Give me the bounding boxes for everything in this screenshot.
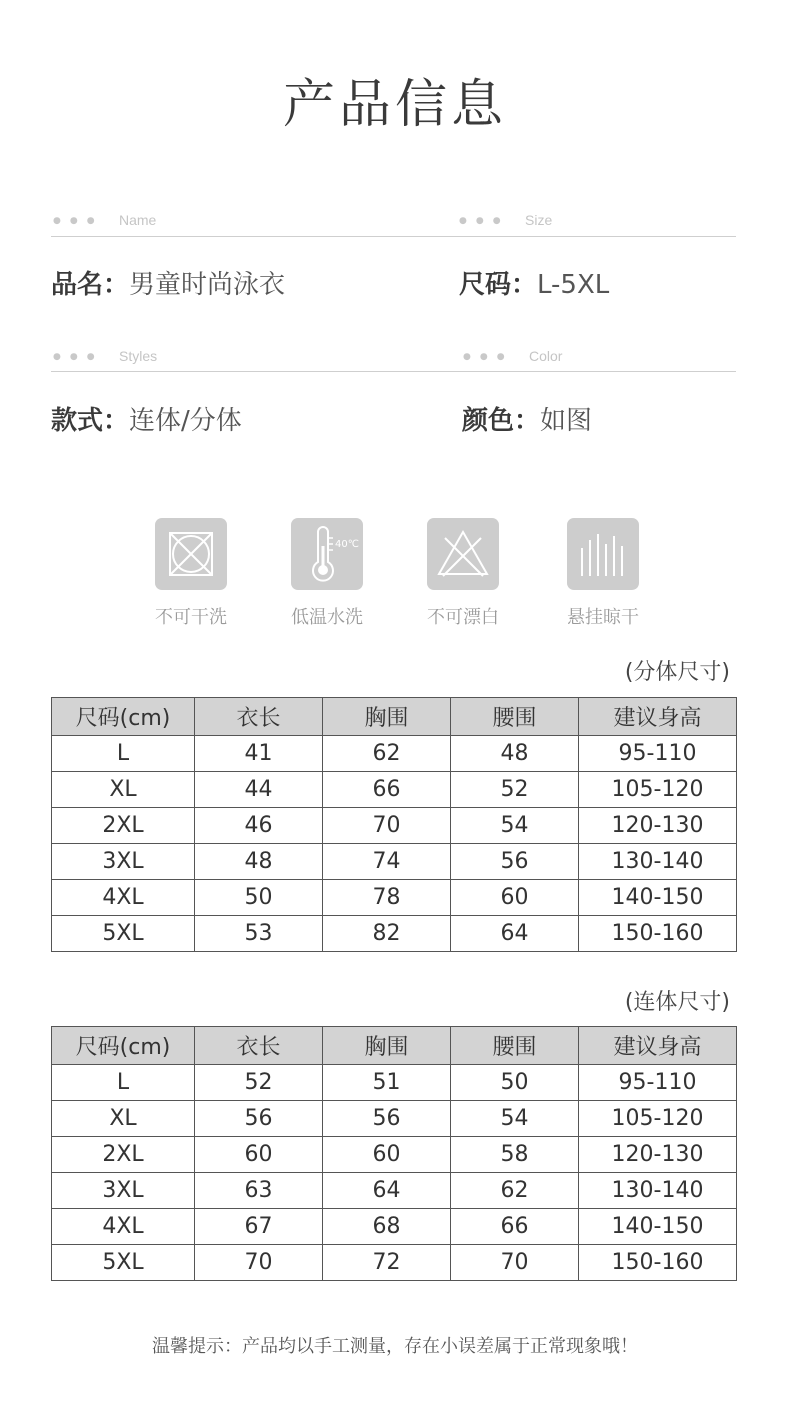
info-name-value: 男童时尚泳衣: [129, 270, 286, 300]
cell: 82: [323, 916, 451, 952]
table-row: [52, 1209, 737, 1245]
table-row: [52, 736, 737, 772]
care-item-no-dry-clean: [136, 518, 246, 629]
care-label: 不可漂白: [427, 607, 499, 628]
cell: 58: [451, 1137, 579, 1173]
section-label-color: Color: [529, 348, 563, 364]
section-head-styles: [51, 348, 351, 368]
info-style: [51, 400, 242, 437]
cell: 150-160: [579, 1245, 737, 1281]
cell: 130-140: [579, 1173, 737, 1209]
cell: 3XL: [52, 844, 195, 880]
cell: 140-150: [579, 880, 737, 916]
cell: 41: [195, 736, 323, 772]
info-name-key: 品名：: [51, 270, 130, 300]
divider: [51, 236, 736, 237]
cell: L: [52, 1065, 195, 1101]
cell: 105-120: [579, 1101, 737, 1137]
low-temp-wash-icon: [291, 518, 363, 590]
header-size: 尺码(cm): [52, 698, 195, 736]
cell: 95-110: [579, 1065, 737, 1101]
cell: 5XL: [52, 1245, 195, 1281]
cell: 52: [195, 1065, 323, 1101]
cell: 60: [195, 1137, 323, 1173]
care-label: 低温水洗: [291, 607, 363, 628]
hang-dry-icon: [567, 518, 639, 590]
cell: 120-130: [579, 1137, 737, 1173]
table-row: [52, 880, 737, 916]
cell: 56: [323, 1101, 451, 1137]
care-label: 不可干洗: [155, 607, 227, 628]
dots-decoration: ●●●: [463, 352, 514, 362]
cell: 63: [195, 1173, 323, 1209]
header-waist: 腰围: [451, 698, 579, 736]
cell: 120-130: [579, 808, 737, 844]
cell: 78: [323, 880, 451, 916]
temp-text: 40℃: [335, 539, 359, 550]
split-table-caption: (分体尺寸): [624, 660, 730, 685]
table-row: [52, 1245, 737, 1281]
cell: 56: [195, 1101, 323, 1137]
cell: 4XL: [52, 880, 195, 916]
table-row: [52, 844, 737, 880]
info-size-key: 尺码：: [459, 270, 538, 300]
cell: 46: [195, 808, 323, 844]
header-length: 衣长: [195, 1027, 323, 1065]
care-item-low-temp-wash: [272, 518, 382, 629]
cell: 48: [451, 736, 579, 772]
section-head-name: [51, 212, 351, 232]
cell: 130-140: [579, 844, 737, 880]
cell: 48: [195, 844, 323, 880]
cell: 66: [451, 1209, 579, 1245]
info-color-key: 颜色：: [462, 406, 541, 436]
cell: 64: [323, 1173, 451, 1209]
cell: 66: [323, 772, 451, 808]
dots-decoration: ●●●: [459, 216, 510, 226]
cell: 4XL: [52, 1209, 195, 1245]
cell: 70: [323, 808, 451, 844]
cell: 70: [195, 1245, 323, 1281]
section-head-color: [461, 348, 741, 368]
cell: 44: [195, 772, 323, 808]
table-row: [52, 808, 737, 844]
cell: 52: [451, 772, 579, 808]
section-label-size: Size: [525, 212, 553, 228]
split-size-table: [51, 697, 737, 952]
section-head-size: [457, 212, 737, 232]
header-chest: 胸围: [323, 698, 451, 736]
header-height: 建议身高: [579, 1027, 737, 1065]
cell: 140-150: [579, 1209, 737, 1245]
cell: 5XL: [52, 916, 195, 952]
onepiece-size-table: [51, 1026, 737, 1281]
header-chest: 胸围: [323, 1027, 451, 1065]
cell: 70: [451, 1245, 579, 1281]
cell: 50: [451, 1065, 579, 1101]
cell: XL: [52, 772, 195, 808]
no-bleach-icon: [427, 518, 499, 590]
page-title: 产品信息: [282, 75, 507, 135]
onepiece-table-caption: (连体尺寸): [624, 990, 730, 1015]
table-row: [52, 1101, 737, 1137]
cell: 72: [323, 1245, 451, 1281]
table-row: [52, 1173, 737, 1209]
header-size: 尺码(cm): [52, 1027, 195, 1065]
info-color-value: 如图: [540, 406, 593, 436]
dots-decoration: ●●●: [53, 352, 104, 362]
cell: 51: [323, 1065, 451, 1101]
cell: 64: [451, 916, 579, 952]
cell: 53: [195, 916, 323, 952]
cell: 105-120: [579, 772, 737, 808]
cell: XL: [52, 1101, 195, 1137]
cell: 95-110: [579, 736, 737, 772]
cell: L: [52, 736, 195, 772]
table-row: [52, 916, 737, 952]
section-label-styles: Styles: [119, 348, 158, 364]
table-header-row: [52, 1027, 737, 1065]
footer-note: 温馨提示：产品均以手工测量，存在小误差属于正常现象哦！: [152, 1336, 638, 1357]
header-waist: 腰围: [451, 1027, 579, 1065]
info-size-value: L-5XL: [537, 270, 610, 300]
care-item-hang-dry: [548, 518, 658, 629]
info-size: [459, 264, 609, 301]
cell: 60: [451, 880, 579, 916]
table-row: [52, 1065, 737, 1101]
cell: 67: [195, 1209, 323, 1245]
cell: 60: [323, 1137, 451, 1173]
cell: 2XL: [52, 1137, 195, 1173]
cell: 62: [323, 736, 451, 772]
cell: 68: [323, 1209, 451, 1245]
cell: 54: [451, 1101, 579, 1137]
table-row: [52, 1137, 737, 1173]
care-label: 悬挂晾干: [567, 607, 639, 628]
dots-decoration: ●●●: [53, 216, 104, 226]
divider: [51, 371, 736, 372]
table-row: [52, 772, 737, 808]
header-height: 建议身高: [579, 698, 737, 736]
no-dry-clean-icon: [155, 518, 227, 590]
info-name: [51, 264, 285, 301]
section-label-name: Name: [119, 212, 157, 228]
info-color: [462, 400, 592, 437]
cell: 2XL: [52, 808, 195, 844]
care-item-no-bleach: [408, 518, 518, 629]
info-style-value: 连体/分体: [129, 406, 242, 436]
cell: 74: [323, 844, 451, 880]
cell: 56: [451, 844, 579, 880]
cell: 62: [451, 1173, 579, 1209]
header-length: 衣长: [195, 698, 323, 736]
table-header-row: [52, 698, 737, 736]
cell: 50: [195, 880, 323, 916]
info-style-key: 款式：: [51, 406, 130, 436]
cell: 150-160: [579, 916, 737, 952]
cell: 3XL: [52, 1173, 195, 1209]
cell: 54: [451, 808, 579, 844]
